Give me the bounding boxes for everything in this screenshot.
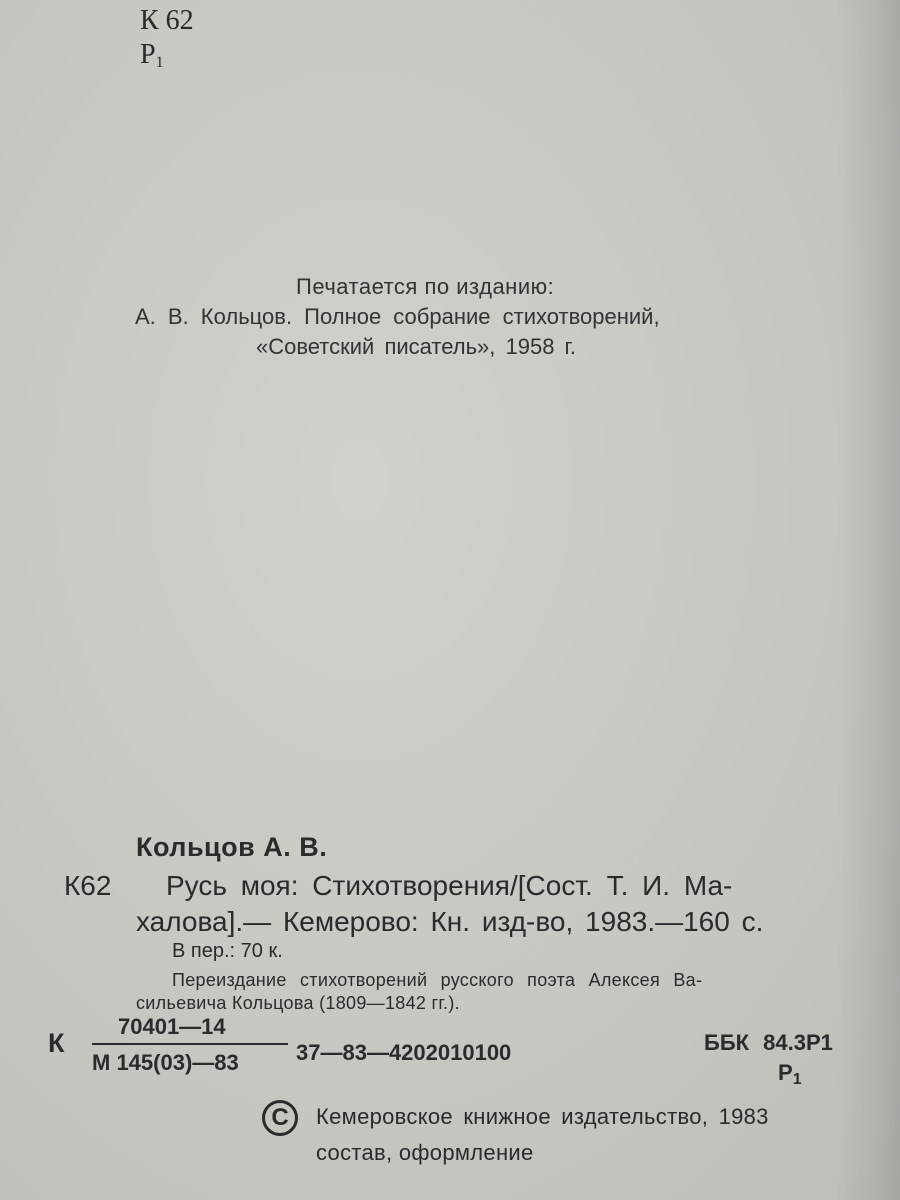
card-fraction-bottom: М 145(03)—83 bbox=[92, 1050, 239, 1075]
card-author: Кольцов А. В. bbox=[136, 832, 328, 862]
card-description-line-2: халова].— Кемерово: Кн. изд-во, 1983.—160 с. bbox=[136, 906, 764, 937]
bbk-subindex-letter: Р bbox=[778, 1060, 793, 1085]
card-code: 37—83—4202010100 bbox=[296, 1040, 512, 1065]
card-index-letter: К bbox=[48, 1028, 65, 1058]
copyright-icon: C bbox=[262, 1100, 298, 1136]
top-subindex-number: 1 bbox=[155, 54, 164, 71]
copyright-line-2: состав, оформление bbox=[316, 1140, 534, 1165]
source-line-1: А. В. Кольцов. Полное собрание стихотворений, bbox=[135, 304, 660, 329]
copyright-line-1: Кемеровское книжное издательство, 1983 bbox=[316, 1104, 769, 1129]
bbk-subindex-number: 1 bbox=[792, 1071, 802, 1088]
card-description-line-1: Русь моя: Стихотворения/[Сост. Т. И. Ма- bbox=[166, 870, 733, 901]
card-price: В пер.: 70 к. bbox=[172, 940, 283, 962]
card-bbk-subindex bbox=[778, 1060, 802, 1089]
source-line-2: «Советский писатель», 1958 г. bbox=[256, 334, 576, 359]
card-fraction-line bbox=[92, 1043, 288, 1045]
card-note-line-2: сильевича Кольцова (1809—1842 гг.). bbox=[136, 993, 460, 1013]
card-note-line-1: Переиздание стихотворений русского поэта Алексея Ва- bbox=[172, 970, 703, 990]
card-class-mark: К62 bbox=[64, 870, 112, 901]
top-subindex-letter: Р bbox=[140, 39, 156, 70]
card-bbk: ББК 84.3Р1 bbox=[704, 1030, 833, 1055]
card-fraction-top: 70401—14 bbox=[118, 1014, 226, 1039]
top-classification-mark: К 62 bbox=[140, 5, 194, 36]
source-label: Печатается по изданию: bbox=[296, 274, 555, 299]
